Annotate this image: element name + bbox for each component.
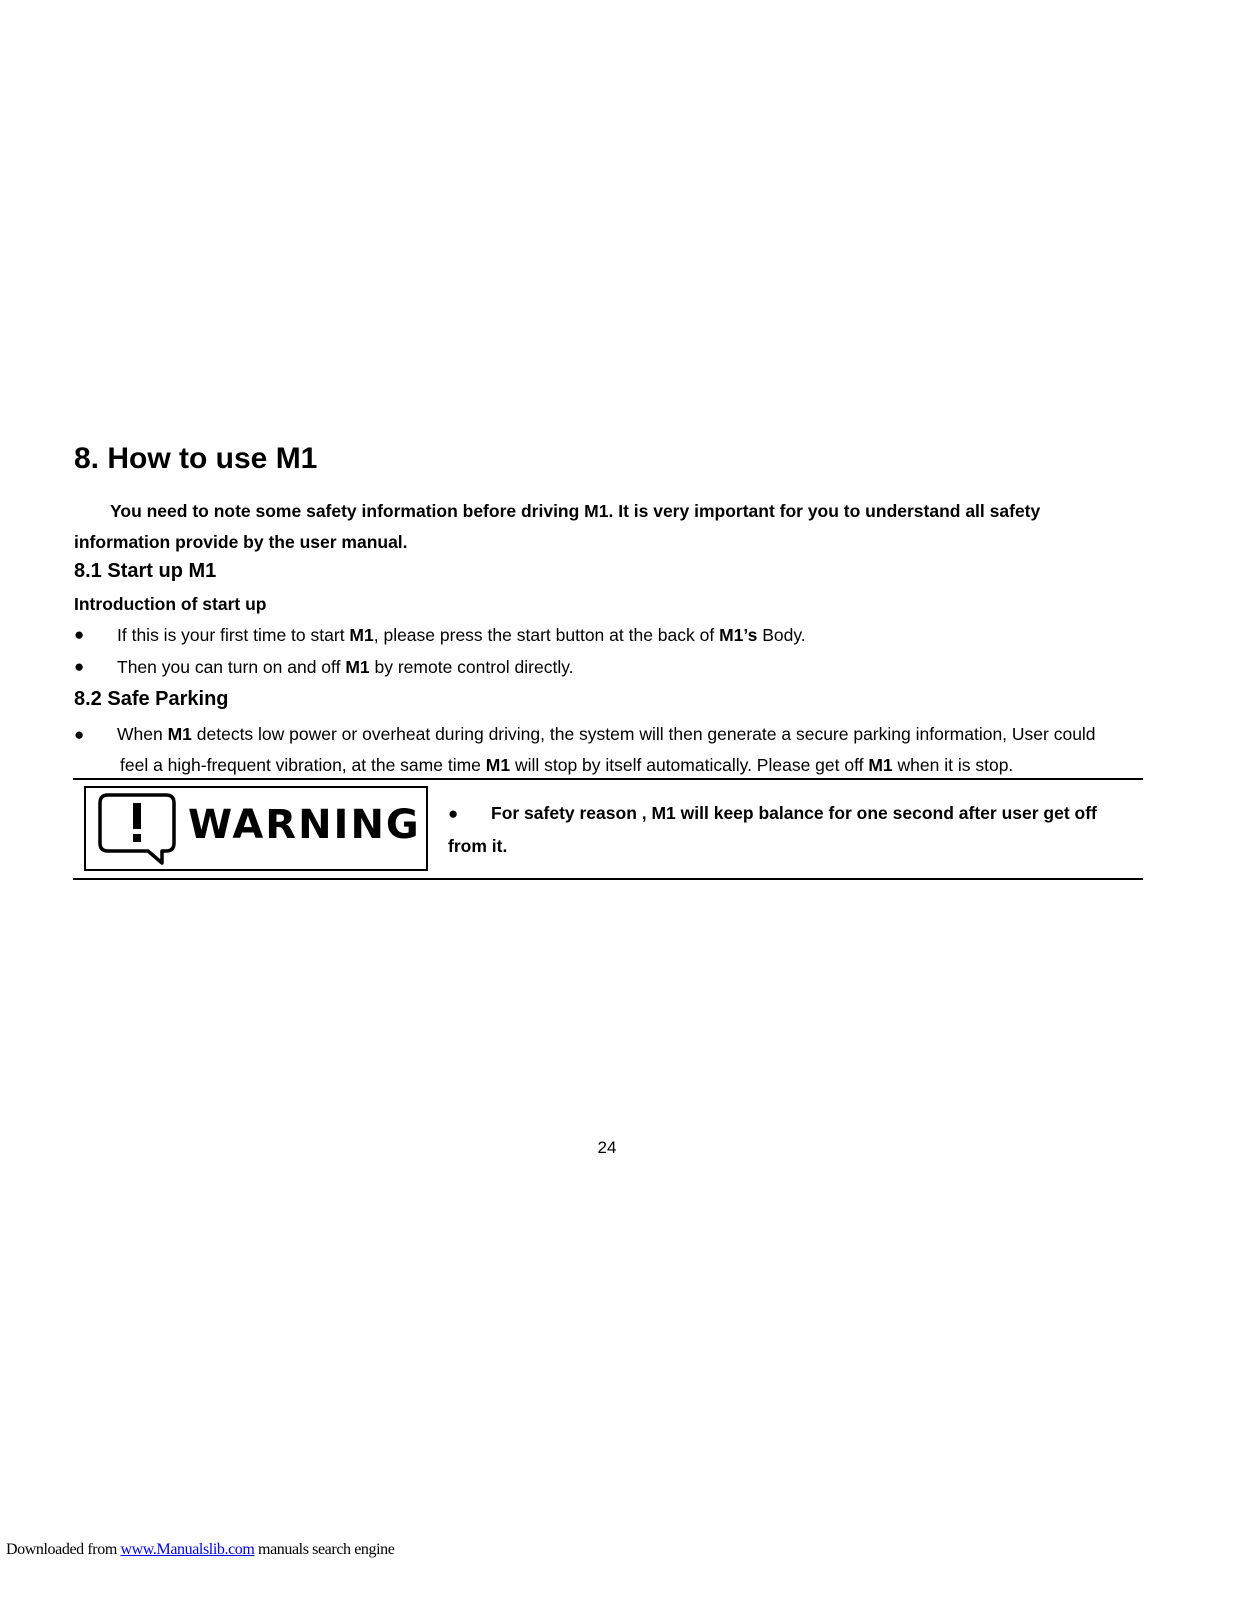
download-footer (6, 1541, 394, 1559)
page-number: 24 (597, 1138, 617, 1157)
bullet-icon: ● (448, 804, 459, 823)
text-run: Then you can turn on and off (117, 657, 346, 677)
text-run: feel a high-frequent vibration, at the same time (120, 755, 486, 775)
bullet-icon: ● (74, 657, 85, 676)
footer-prefix: Downloaded from (6, 1541, 121, 1558)
list-item (74, 625, 1149, 649)
text-run-bold: M1 (868, 755, 893, 775)
manualslib-link[interactable]: www.Manualslib.com (120, 1541, 255, 1558)
warning-top-rule (73, 778, 1143, 780)
list-item (74, 719, 1149, 781)
text-run-bold: M1 (345, 657, 370, 677)
text-run-bold: M1 (349, 625, 374, 645)
intro-line-2: information provide by the user manual. (74, 532, 408, 552)
section-heading: 8. How to use M1 (74, 442, 318, 475)
warning-bottom-rule (73, 878, 1143, 880)
text-run: For safety reason , M1 will keep balance for one second after user get off (491, 803, 1097, 823)
warning-label-box (84, 786, 428, 871)
text-run: detects low power or overheat during driving, the system will then generate a secure parking information, User could (191, 724, 1096, 744)
text-run: when it is stop. (892, 755, 1014, 775)
intro-paragraph (74, 496, 1144, 558)
warning-line-2: from it. (448, 836, 508, 856)
intro-line-1: You need to note some safety information before driving M1. It is very important for you to understand all safety (110, 501, 1041, 521)
text-run-bold: M1 (485, 755, 511, 775)
warning-label: WARNING (188, 802, 421, 848)
text-run-bold: M1’s (719, 625, 758, 645)
subsection-title-start-up: 8.1 Start up M1 (74, 560, 217, 582)
bullet-icon: ● (74, 625, 85, 644)
text-run: by remote control directly. (369, 657, 574, 677)
text-run: will stop by itself automatically. Please get off (510, 755, 869, 775)
text-run: Body. (757, 625, 806, 645)
list-item-text (117, 657, 574, 678)
list-item-text (117, 625, 806, 646)
list-item (74, 657, 1149, 681)
subsection-subtitle: Introduction of start up (74, 594, 267, 614)
subsection-title-safe-parking: 8.2 Safe Parking (74, 688, 229, 710)
text-run: When (117, 724, 168, 744)
list-item-text-line-2 (74, 750, 1149, 781)
bullet-icon: ● (74, 725, 85, 744)
warning-line-1 (448, 797, 1148, 830)
exclamation-bubble-icon (98, 793, 176, 865)
footer-suffix: manuals search engine (254, 1541, 395, 1558)
text-run: , please press the start button at the back of (373, 625, 720, 645)
list-item-text-line-1 (74, 719, 1149, 750)
warning-message (448, 797, 1148, 863)
text-run: If this is your first time to start (117, 625, 350, 645)
text-run-bold: M1 (167, 724, 192, 744)
